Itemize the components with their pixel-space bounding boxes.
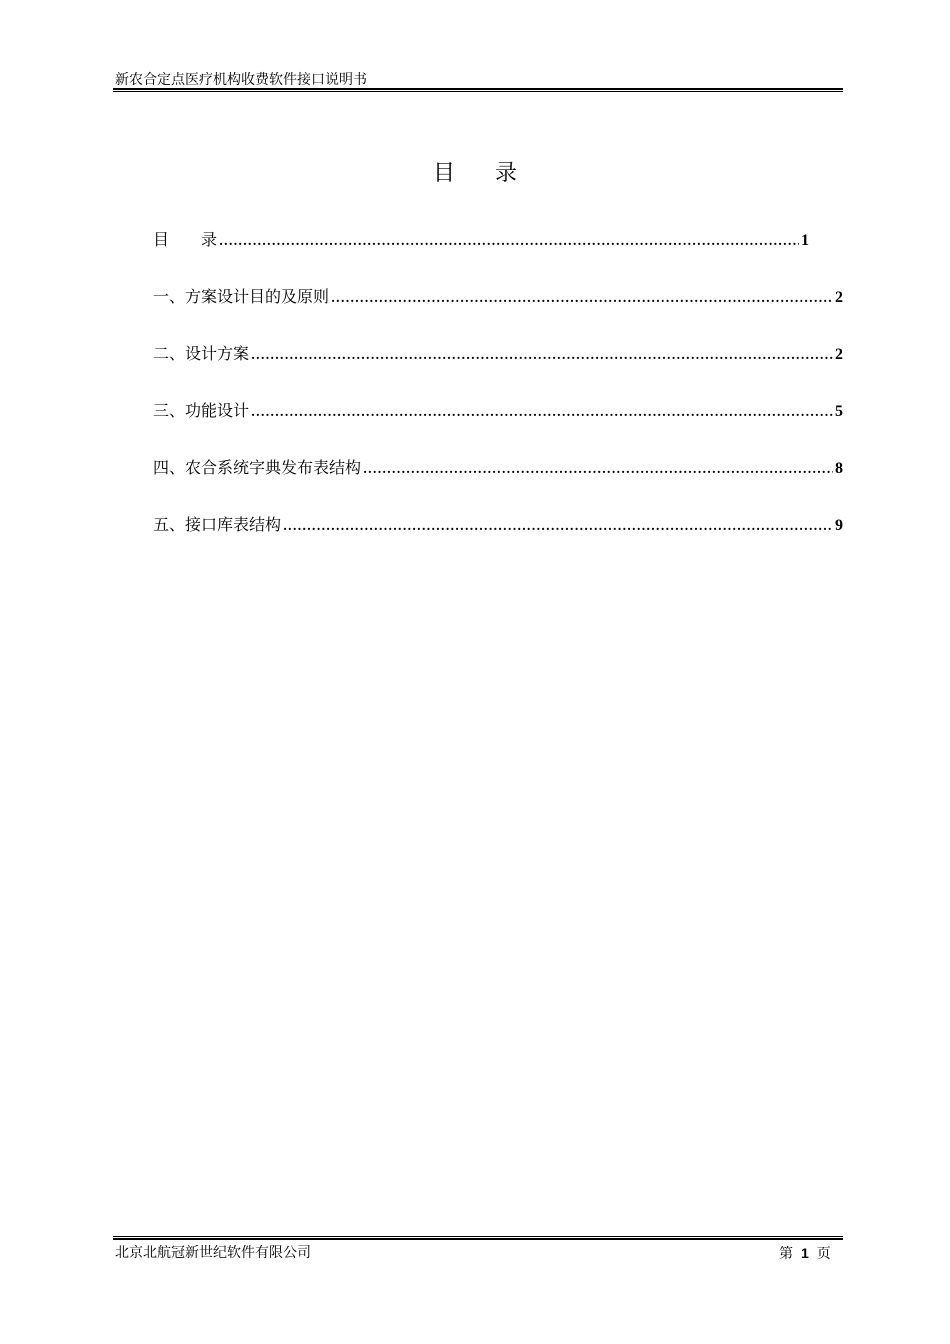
- toc-leader-dots: [363, 457, 833, 481]
- footer-rule: [113, 1238, 843, 1240]
- header-rule: [113, 88, 843, 90]
- header-rule-thin: [113, 91, 843, 92]
- toc-leader-dots: [331, 286, 833, 310]
- footer-page-suffix: 页: [816, 1246, 831, 1262]
- footer-page-prefix: 第: [779, 1246, 793, 1262]
- toc-title: [0, 160, 950, 188]
- toc-title-part2: 录: [495, 161, 518, 186]
- toc-title-part1: 目: [432, 161, 455, 186]
- toc-entry[interactable]: [153, 285, 843, 309]
- footer-rule-thin: [113, 1236, 843, 1237]
- footer-page-number: 1: [801, 1245, 809, 1261]
- toc-entry-page: 2: [835, 346, 843, 363]
- toc-entry-label: 目 录: [153, 230, 218, 249]
- toc-leader-dots: [251, 400, 833, 424]
- toc-entry[interactable]: [153, 399, 843, 423]
- toc-list: [153, 228, 843, 570]
- toc-entry-label: 四、农合系统字典发布表结构: [153, 458, 362, 477]
- toc-leader-dots: [251, 343, 833, 367]
- toc-entry[interactable]: [153, 228, 843, 252]
- toc-leader-dots: [283, 514, 833, 538]
- toc-entry-label: 二、设计方案: [153, 344, 250, 363]
- toc-entry-page: 2: [835, 289, 843, 306]
- toc-leader-dots: [219, 229, 799, 253]
- toc-entry[interactable]: [153, 513, 843, 537]
- footer-page-indicator: [779, 1244, 831, 1263]
- footer-company: 北京北航冠新世纪软件有限公司: [115, 1245, 311, 1261]
- toc-entry-page: 1: [801, 232, 809, 249]
- toc-entry[interactable]: [153, 456, 843, 480]
- toc-entry-page: 8: [835, 460, 843, 477]
- toc-entry-label: 一、方案设计目的及原则: [153, 287, 330, 306]
- toc-entry-page: 5: [835, 403, 843, 420]
- toc-entry-page: 9: [835, 517, 843, 534]
- toc-entry-label: 三、功能设计: [153, 401, 250, 420]
- page-header: [113, 70, 842, 90]
- header-title: 新农合定点医疗机构收费软件接口说明书: [115, 72, 367, 88]
- toc-entry-label: 五、接口库表结构: [153, 515, 282, 534]
- toc-entry[interactable]: [153, 342, 843, 366]
